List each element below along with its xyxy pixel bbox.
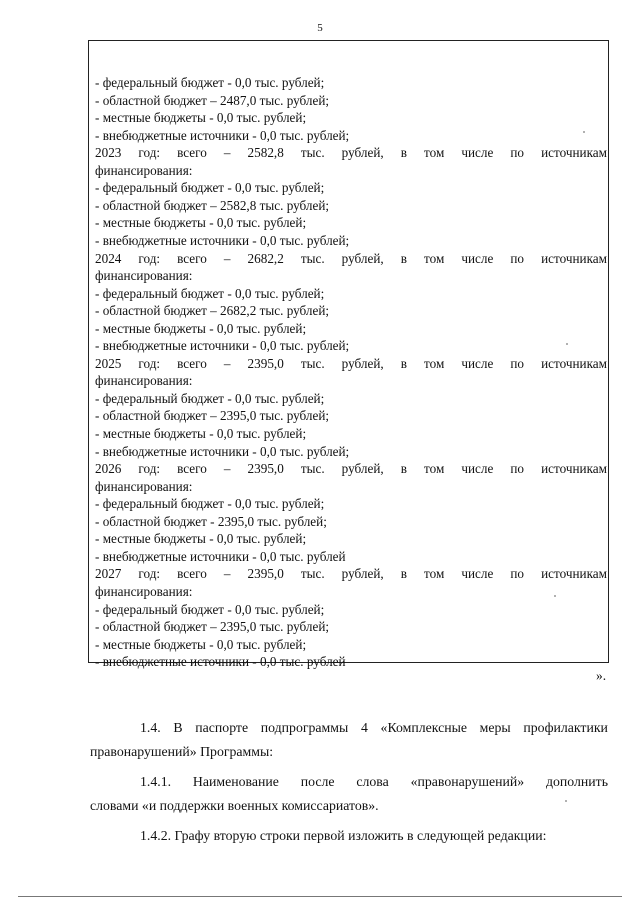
- funding-year-word: источникам: [541, 145, 607, 161]
- funding-line: - внебюджетные источники - 0,0 тыс. рублей;: [95, 127, 350, 143]
- paragraph-1-4-1-line-1: [140, 773, 608, 791]
- funding-year-word: в: [400, 250, 407, 266]
- funding-year-word: рублей,: [341, 566, 384, 582]
- funding-year-word: по: [510, 461, 525, 477]
- funding-year-line: [95, 250, 607, 267]
- funding-year-word: в: [400, 145, 407, 161]
- funding-year-word: 2395,0: [247, 461, 284, 477]
- funding-year-word: в: [400, 355, 407, 371]
- paragraph-word: паспорте: [195, 720, 249, 735]
- funding-line: финансирования:: [95, 583, 193, 599]
- funding-year-word: по: [510, 250, 525, 266]
- paragraph-word: 4: [360, 720, 368, 735]
- paragraph-word: 1.4.1.: [140, 774, 172, 789]
- funding-line: - федеральный бюджет - 0,0 тыс. рублей;: [95, 390, 325, 406]
- scan-speck: [554, 595, 556, 597]
- funding-year-word: по: [510, 145, 525, 161]
- funding-year-word: всего: [177, 145, 207, 161]
- funding-year-word: 2395,0: [247, 566, 284, 582]
- funding-year-word: 2395,0: [247, 355, 284, 371]
- funding-year-word: 2024: [95, 250, 122, 266]
- funding-year-word: 2025: [95, 355, 122, 371]
- funding-line: - федеральный бюджет - 0,0 тыс. рублей;: [95, 285, 325, 301]
- funding-year-word: рублей,: [341, 250, 384, 266]
- paragraph-word: слова: [356, 774, 389, 789]
- funding-year-word: год:: [138, 250, 161, 266]
- funding-line: - местные бюджеты - 0,0 тыс. рублей;: [95, 426, 307, 441]
- funding-year-word: 2026: [95, 461, 122, 477]
- funding-year-word: год:: [138, 355, 161, 371]
- funding-year-word: рублей,: [341, 461, 384, 477]
- funding-line: - областной бюджет – 2395,0 тыс. рублей;: [95, 408, 330, 424]
- funding-year-line: [95, 460, 607, 477]
- funding-year-word: тыс.: [300, 250, 325, 266]
- paragraph-word: «правонарушений»: [410, 774, 525, 789]
- funding-line: - областной бюджет – 2582,8 тыс. рублей;: [95, 197, 330, 213]
- funding-year-word: всего: [177, 461, 207, 477]
- funding-line: - федеральный бюджет - 0,0 тыс. рублей;: [95, 601, 325, 617]
- funding-year-word: числе: [461, 250, 494, 266]
- funding-year-word: 2582,8: [247, 145, 284, 161]
- paragraph-word: меры: [479, 720, 511, 735]
- page-number: 5: [317, 22, 323, 34]
- funding-year-word: числе: [461, 566, 494, 582]
- funding-year-word: тыс.: [300, 461, 325, 477]
- funding-year-word: год:: [138, 461, 161, 477]
- funding-year-word: –: [223, 461, 231, 477]
- paragraph-1-4-2: 1.4.2. Графу вторую строки первой изложить в следующей редакции:: [140, 828, 547, 843]
- paragraph-word: В: [173, 720, 183, 735]
- funding-line: - местные бюджеты - 0,0 тыс. рублей;: [95, 110, 307, 126]
- funding-year-word: том: [424, 145, 445, 161]
- funding-line: - внебюджетные источники - 0,0 тыс. рублей;: [95, 443, 350, 459]
- funding-year-word: числе: [461, 145, 494, 161]
- funding-year-word: по: [510, 566, 525, 582]
- paragraph-1-4-line-1: [140, 719, 608, 737]
- funding-year-word: всего: [177, 250, 207, 266]
- funding-line: - областной бюджет – 2682,2 тыс. рублей;: [95, 303, 330, 319]
- funding-line: финансирования:: [95, 162, 193, 178]
- funding-year-word: всего: [177, 566, 207, 582]
- footer-rule: [18, 896, 622, 897]
- funding-line: - областной бюджет - 2395,0 тыс. рублей;: [95, 513, 327, 529]
- funding-line: - местные бюджеты - 0,0 тыс. рублей;: [95, 636, 307, 652]
- funding-year-word: том: [424, 355, 445, 371]
- funding-year-word: источникам: [541, 461, 607, 477]
- scan-speck: [583, 131, 585, 133]
- funding-line: - местные бюджеты - 0,0 тыс. рублей;: [95, 531, 307, 547]
- paragraph-word: «Комплексные: [380, 720, 467, 735]
- funding-year-word: том: [424, 250, 445, 266]
- funding-line: - федеральный бюджет - 0,0 тыс. рублей;: [95, 75, 325, 90]
- funding-year-word: 2027: [95, 566, 122, 582]
- funding-year-word: том: [424, 461, 445, 477]
- funding-line: финансирования:: [95, 373, 193, 389]
- closing-quote-mark: ».: [596, 668, 607, 683]
- funding-line: - внебюджетные источники - 0,0 тыс. рублей: [95, 548, 346, 564]
- funding-year-word: –: [223, 566, 231, 582]
- funding-year-word: источникам: [541, 250, 607, 266]
- funding-line: - местные бюджеты - 0,0 тыс. рублей;: [95, 320, 307, 336]
- funding-year-word: источникам: [541, 355, 607, 371]
- paragraph-word: дополнить: [546, 774, 608, 789]
- funding-year-word: рублей,: [341, 145, 384, 161]
- funding-line: - внебюджетные источники - 0,0 тыс. рублей;: [95, 338, 350, 354]
- funding-year-word: рублей,: [341, 355, 384, 371]
- funding-year-word: том: [424, 566, 445, 582]
- funding-year-line: [95, 565, 607, 582]
- funding-year-word: всего: [177, 355, 207, 371]
- funding-year-word: по: [510, 355, 525, 371]
- funding-year-word: в: [400, 566, 407, 582]
- funding-line: - областной бюджет – 2395,0 тыс. рублей;: [95, 619, 330, 635]
- funding-line: финансирования:: [95, 268, 193, 284]
- funding-year-word: 2682,2: [247, 250, 284, 266]
- funding-line: финансирования:: [95, 478, 193, 494]
- funding-year-word: год:: [138, 566, 161, 582]
- funding-year-word: числе: [461, 461, 494, 477]
- funding-year-word: год:: [138, 145, 161, 161]
- funding-year-word: тыс.: [300, 355, 325, 371]
- scan-speck: [565, 800, 567, 802]
- paragraph-word: 1.4.: [140, 720, 161, 735]
- funding-year-word: источникам: [541, 566, 607, 582]
- funding-line: - внебюджетные источники - 0,0 тыс. рублей: [95, 654, 346, 670]
- funding-line: - внебюджетные источники - 0,0 тыс. рублей;: [95, 232, 350, 248]
- funding-line: - федеральный бюджет - 0,0 тыс. рублей;: [95, 180, 325, 196]
- scan-speck: [566, 343, 568, 345]
- paragraph-1-4-1-line-2: словами «и поддержки военных комиссариатов».: [90, 798, 379, 813]
- funding-year-line: [95, 355, 607, 372]
- funding-year-word: –: [223, 355, 231, 371]
- paragraph-1-4-line-2: правонарушений» Программы:: [90, 744, 274, 759]
- funding-line: - федеральный бюджет - 0,0 тыс. рублей;: [95, 496, 325, 512]
- paragraph-word: подпрограммы: [260, 720, 349, 735]
- paragraph-word: после: [300, 774, 335, 789]
- funding-line: - местные бюджеты - 0,0 тыс. рублей;: [95, 215, 307, 231]
- paragraph-word: Наименование: [192, 774, 279, 789]
- funding-year-line: [95, 144, 607, 161]
- paragraph-word: профилактики: [523, 720, 608, 735]
- funding-year-word: тыс.: [300, 566, 325, 582]
- funding-year-word: числе: [461, 355, 494, 371]
- funding-year-word: –: [223, 250, 231, 266]
- funding-line: - областной бюджет – 2487,0 тыс. рублей;: [95, 92, 330, 108]
- funding-year-word: тыс.: [300, 145, 325, 161]
- funding-year-word: в: [400, 461, 407, 477]
- funding-year-word: 2023: [95, 145, 122, 161]
- funding-year-word: –: [223, 145, 231, 161]
